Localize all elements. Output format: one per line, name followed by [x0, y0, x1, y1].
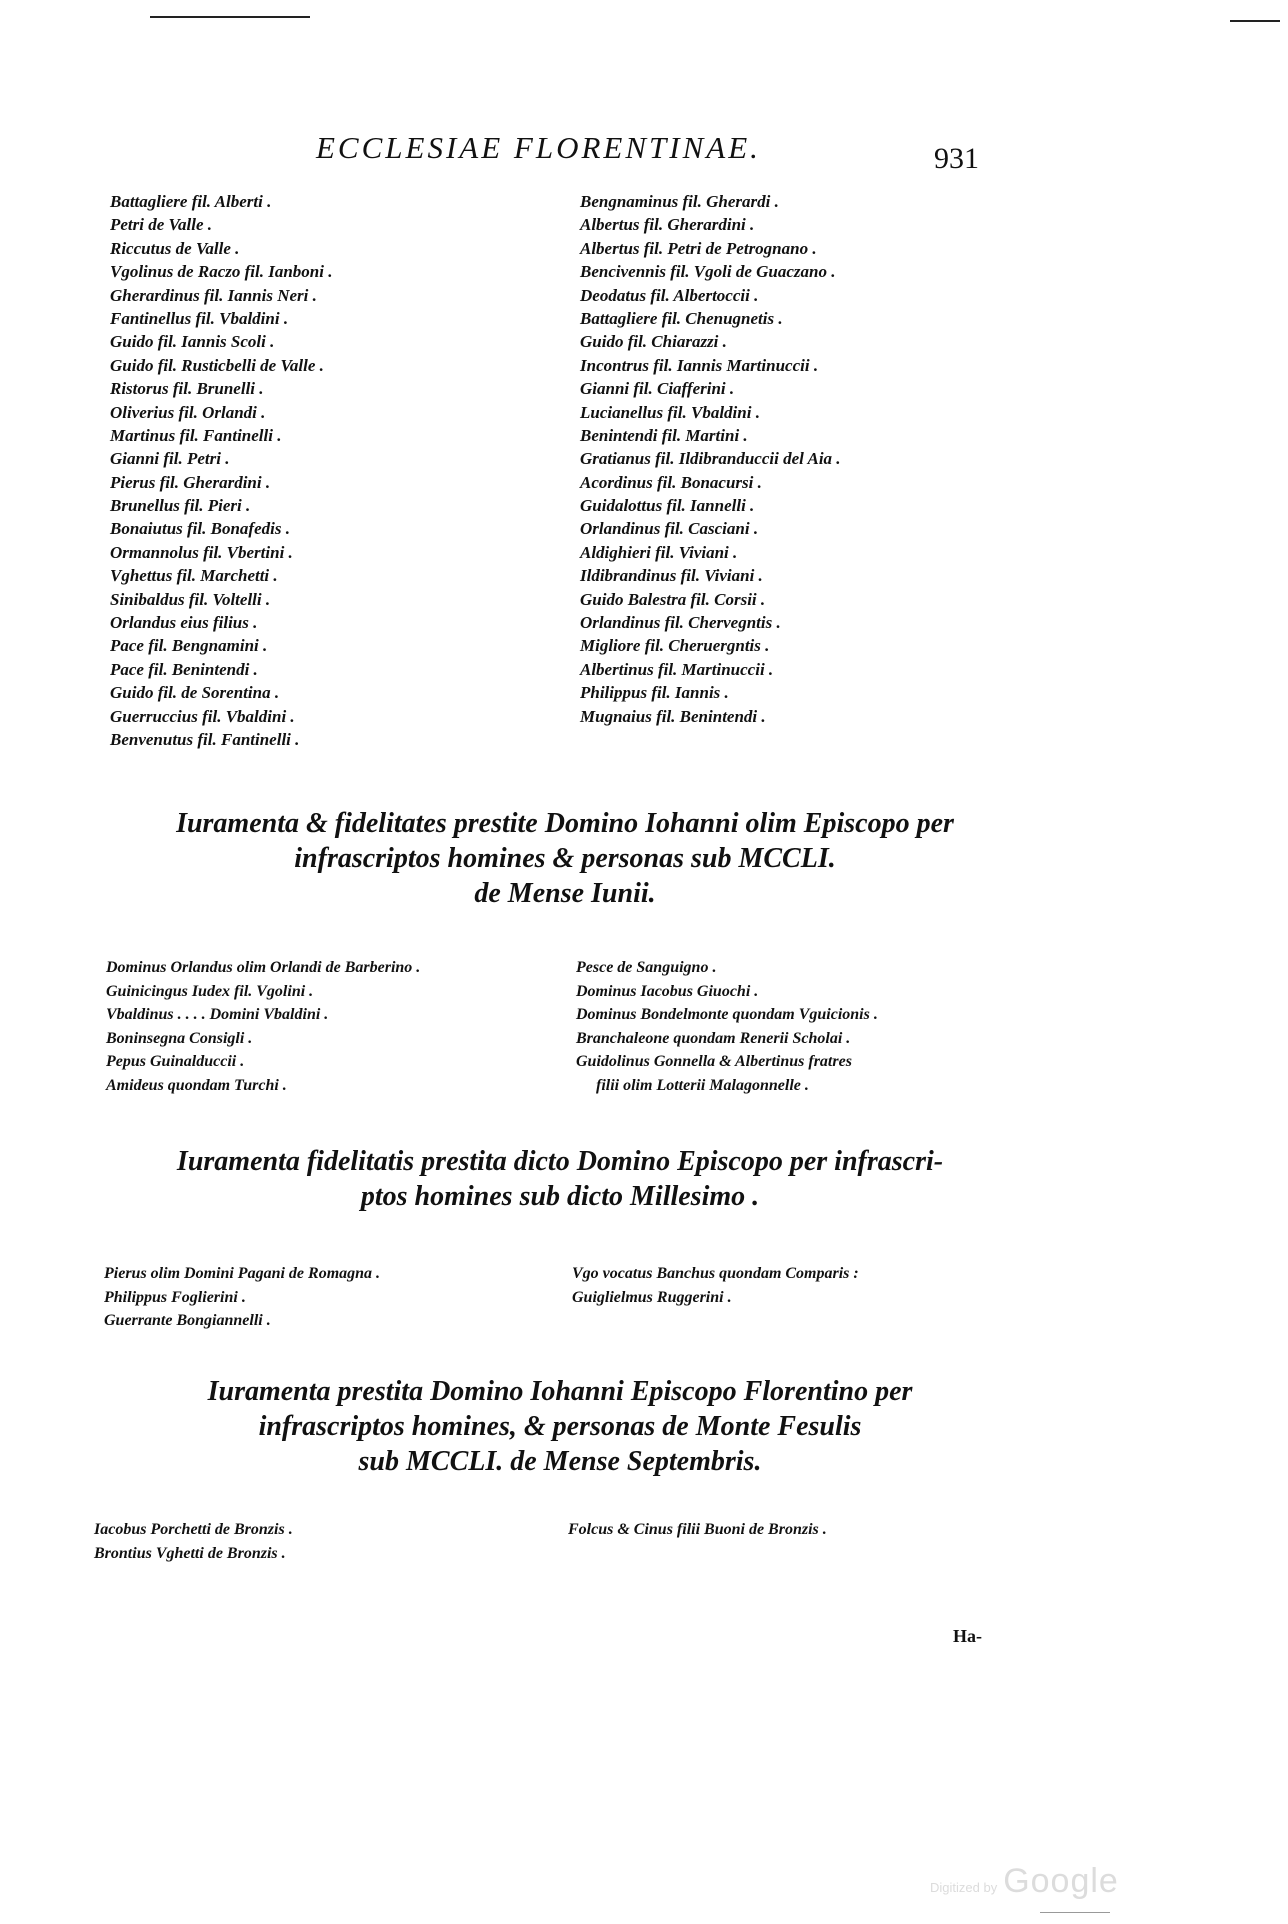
list-item: Guido fil. Chiarazzi .	[580, 332, 727, 352]
list-item: Oliverius fil. Orlandi .	[110, 402, 266, 422]
list-item: Aldighieri fil. Viviani .	[580, 542, 738, 562]
list-item: Albertinus fil. Martinuccii .	[580, 659, 774, 679]
watermark-logo-text: Google	[1003, 1862, 1119, 1900]
list-item: Benvenutus fil. Fantinelli .	[110, 729, 300, 749]
running-head: ECCLESIAE FLORENTINAE.	[316, 130, 761, 165]
list-item: Dominus Orlandus olim Orlandi de Barberino .	[106, 959, 421, 976]
catchword: Ha-	[953, 1626, 982, 1646]
list-item: Ormannolus fil. Vbertini .	[110, 542, 293, 562]
list-item: Branchaleone quondam Renerii Scholai .	[576, 1029, 851, 1047]
list-item: Petri de Valle .	[110, 215, 212, 235]
list-item: Ristorus fil. Brunelli .	[110, 379, 264, 399]
header-rule-right	[1230, 20, 1280, 22]
heading-line: Iuramenta & fidelitates prestite Domino Iohanni olim Episcopo per	[176, 808, 954, 839]
section3-right-column	[568, 1518, 827, 1542]
list-item: Guiglielmus Ruggerini .	[572, 1288, 732, 1306]
list-item: Deodatus fil. Albertoccii .	[580, 285, 759, 305]
list-item: Riccutus de Valle .	[110, 238, 240, 258]
list-item: Gherardinus fil. Iannis Neri .	[110, 285, 317, 305]
list-item: Vgolinus de Raczo fil. Ianboni .	[110, 262, 333, 282]
list-item: Acordinus fil. Bonacursi .	[580, 472, 762, 492]
list-item: Dominus Bondelmonte quondam Vguicionis .	[576, 1006, 878, 1024]
list-item: Guido fil. Rusticbelli de Valle .	[110, 355, 324, 375]
list-item: Guido Balestra fil. Corsii .	[580, 589, 766, 609]
list-item: Battagliere fil. Alberti .	[110, 192, 272, 211]
list-item: Bonaiutus fil. Bonafedis .	[110, 519, 290, 539]
list-item: Amideus quondam Turchi .	[106, 1076, 287, 1094]
list1-right-column	[580, 190, 841, 728]
list-item: Pepus Guinalduccii .	[106, 1053, 245, 1071]
section2-right-column	[572, 1262, 859, 1309]
section2-left-column	[104, 1262, 380, 1333]
list-item: filii olim Lotterii Malagonnelle .	[596, 1076, 809, 1094]
list-item: Guinicingus Iudex fil. Vgolini .	[106, 982, 314, 1000]
list-item: Albertus fil. Gherardini .	[580, 215, 755, 235]
list-item: Guidalottus fil. Iannelli .	[580, 496, 755, 516]
list-item: Lucianellus fil. Vbaldini .	[580, 402, 760, 422]
list-item: Boninsegna Consigli .	[106, 1029, 253, 1047]
section3-left-column	[94, 1518, 293, 1565]
list-item: Ildibrandinus fil. Viviani .	[580, 566, 763, 586]
list-item: Incontrus fil. Iannis Martinuccii .	[580, 355, 819, 375]
list-item: Martinus fil. Fantinelli .	[110, 425, 282, 445]
list-item: Sinibaldus fil. Voltelli .	[110, 589, 271, 609]
header-rule-left	[150, 16, 310, 18]
heading-line: infrascriptos homines, & personas de Monte Fesulis	[258, 1411, 862, 1442]
list-item: Iacobus Porchetti de Bronzis .	[94, 1521, 293, 1538]
list-item: Gianni fil. Petri .	[110, 449, 230, 469]
list-item: Vghettus fil. Marchetti .	[110, 566, 278, 586]
heading-line: sub MCCLI. de Mense Septembris.	[358, 1446, 762, 1477]
list-item: Pace fil. Bengnamini .	[110, 636, 268, 656]
list-item: Migliore fil. Cheruergntis .	[580, 636, 770, 656]
list-item: Folcus & Cinus filii Buoni de Bronzis .	[568, 1521, 827, 1538]
list-item: Vgo vocatus Banchus quondam Comparis :	[572, 1265, 859, 1282]
list-item: Pesce de Sanguigno .	[576, 959, 717, 976]
section2-heading	[100, 1144, 1020, 1214]
page-number: 931	[934, 142, 979, 175]
list-item: Guidolinus Gonnella & Albertinus fratres	[576, 1053, 852, 1071]
list-item: Benintendi fil. Martini .	[580, 425, 748, 445]
list-item: Vbaldinus . . . . Domini Vbaldini .	[106, 1006, 329, 1024]
heading-line: ptos homines sub dicto Millesimo .	[360, 1181, 760, 1212]
heading-line: infrascriptos homines & personas sub MCCLI.	[294, 843, 836, 874]
list-item: Fantinellus fil. Vbaldini .	[110, 308, 289, 328]
section1-heading	[100, 806, 1030, 911]
list-item: Bencivennis fil. Vgoli de Guaczano .	[580, 262, 836, 282]
list-item: Brunellus fil. Pieri .	[110, 496, 251, 516]
list-item: Bengnaminus fil. Gherardi .	[580, 192, 779, 211]
list-item: Gianni fil. Ciafferini .	[580, 379, 735, 399]
list-item: Albertus fil. Petri de Petrognano .	[580, 238, 817, 258]
list-item: Orlandinus fil. Chervegntis .	[580, 613, 781, 633]
list1-left-column	[110, 190, 332, 751]
section3-heading	[100, 1374, 1020, 1479]
list-item: Guerrante Bongiannelli .	[104, 1312, 271, 1330]
list-item: Orlandus eius filius .	[110, 613, 258, 633]
list-item: Guerruccius fil. Vbaldini .	[110, 706, 295, 726]
list-item: Mugnaius fil. Benintendi .	[580, 706, 766, 726]
list-item: Pierus fil. Gherardini .	[110, 472, 271, 492]
list-item: Pace fil. Benintendi .	[110, 659, 258, 679]
list-item: Pierus olim Domini Pagani de Romagna .	[104, 1265, 381, 1282]
heading-line: de Mense Iunii.	[474, 878, 656, 909]
watermark-prefix: Digitized by	[930, 1880, 998, 1895]
list-item: Battagliere fil. Chenugnetis .	[580, 308, 783, 328]
list-item: Philippus Foglierini .	[104, 1288, 246, 1306]
section1-left-column	[106, 956, 420, 1098]
footer-rule	[1040, 1912, 1110, 1913]
heading-line: Iuramenta fidelitatis prestita dicto Domino Episcopo per infrascri-	[176, 1146, 944, 1177]
digitized-watermark	[930, 1862, 1119, 1901]
section1-right-column	[576, 956, 878, 1098]
list-item: Philippus fil. Iannis .	[580, 683, 729, 703]
list-item: Orlandinus fil. Casciani .	[580, 519, 759, 539]
list-item: Dominus Iacobus Giuochi .	[576, 982, 759, 1000]
list-item: Guido fil. Iannis Scoli .	[110, 332, 275, 352]
heading-line: Iuramenta prestita Domino Iohanni Episcopo Florentino per	[207, 1376, 913, 1407]
list-item: Brontius Vghetti de Bronzis .	[94, 1544, 286, 1562]
list-item: Gratianus fil. Ildibranduccii del Aia .	[580, 449, 841, 469]
list-item: Guido fil. de Sorentina .	[110, 683, 280, 703]
